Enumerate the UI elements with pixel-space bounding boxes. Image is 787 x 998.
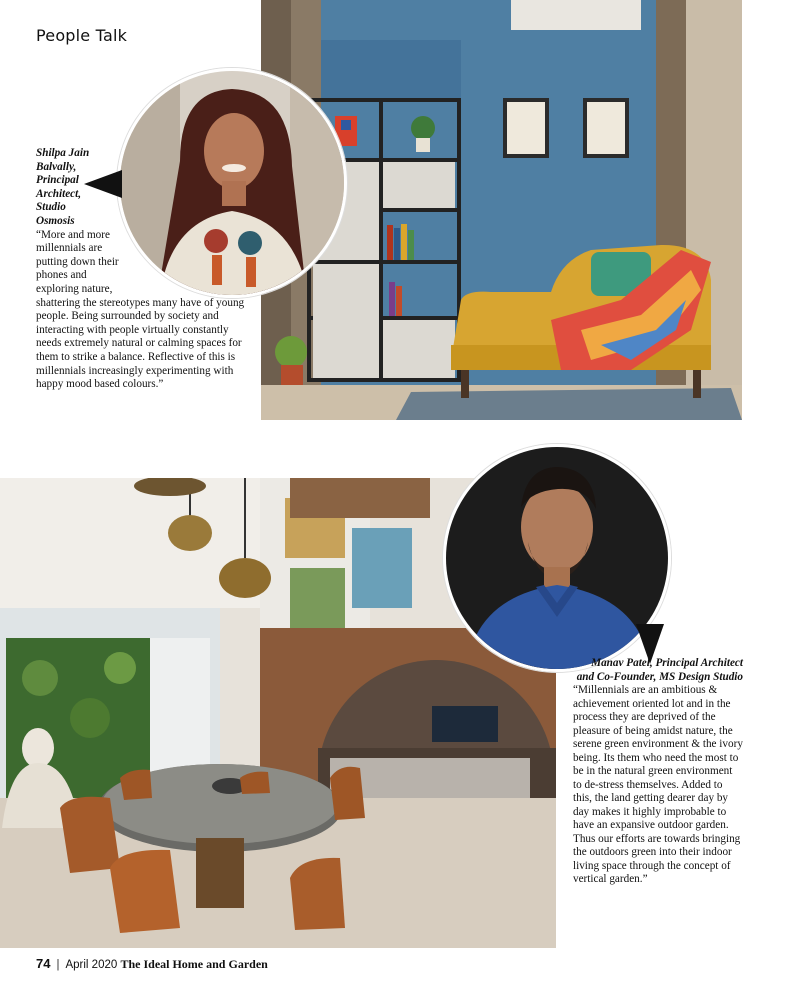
- quote-block-1: [36, 147, 261, 392]
- person2-quote: “Millennials are an ambitious & achievement oriented lot and in the process they are deprived of the pleasure of being amidst nature, the serene green environment & the ivory being. Its them who need the most to be in the natural green environment to de-stress themselves. Added to this, the land getting dearer day by day makes it highly improbable to have an expansive outdoor garden. Thus our efforts are towards bringing the outdoors green into their indoor living space through the concept of vertical garden.”: [573, 684, 743, 885]
- person1-quote-start: “More and more millennials are putting down their phones and exploring nature,: [36, 228, 119, 295]
- issue-date: April 2020: [65, 959, 118, 971]
- page-number: 74: [36, 956, 51, 971]
- person2-name: Manav Patel, Principal Architect and Co-Founder, MS Design Studio: [576, 657, 743, 683]
- section-title: People Talk: [36, 26, 128, 45]
- magazine-name: The Ideal Home and Garden: [120, 957, 268, 971]
- quote-block-2: [573, 657, 743, 887]
- footer-separator: |: [56, 959, 60, 971]
- person1-name: Shilpa Jain Balvally, Principal Architect, Studio Osmosis: [36, 147, 90, 227]
- person1-quote-rest: shattering the stereotypes many have of young people. Being surrounded by society and interacting with people virtually constantly needs extremely natural or calming spaces for them to strike a balance. Reflective of this is millennials increasingly experimenting with happy mood based colours.”: [36, 296, 245, 391]
- page-footer: [36, 956, 268, 972]
